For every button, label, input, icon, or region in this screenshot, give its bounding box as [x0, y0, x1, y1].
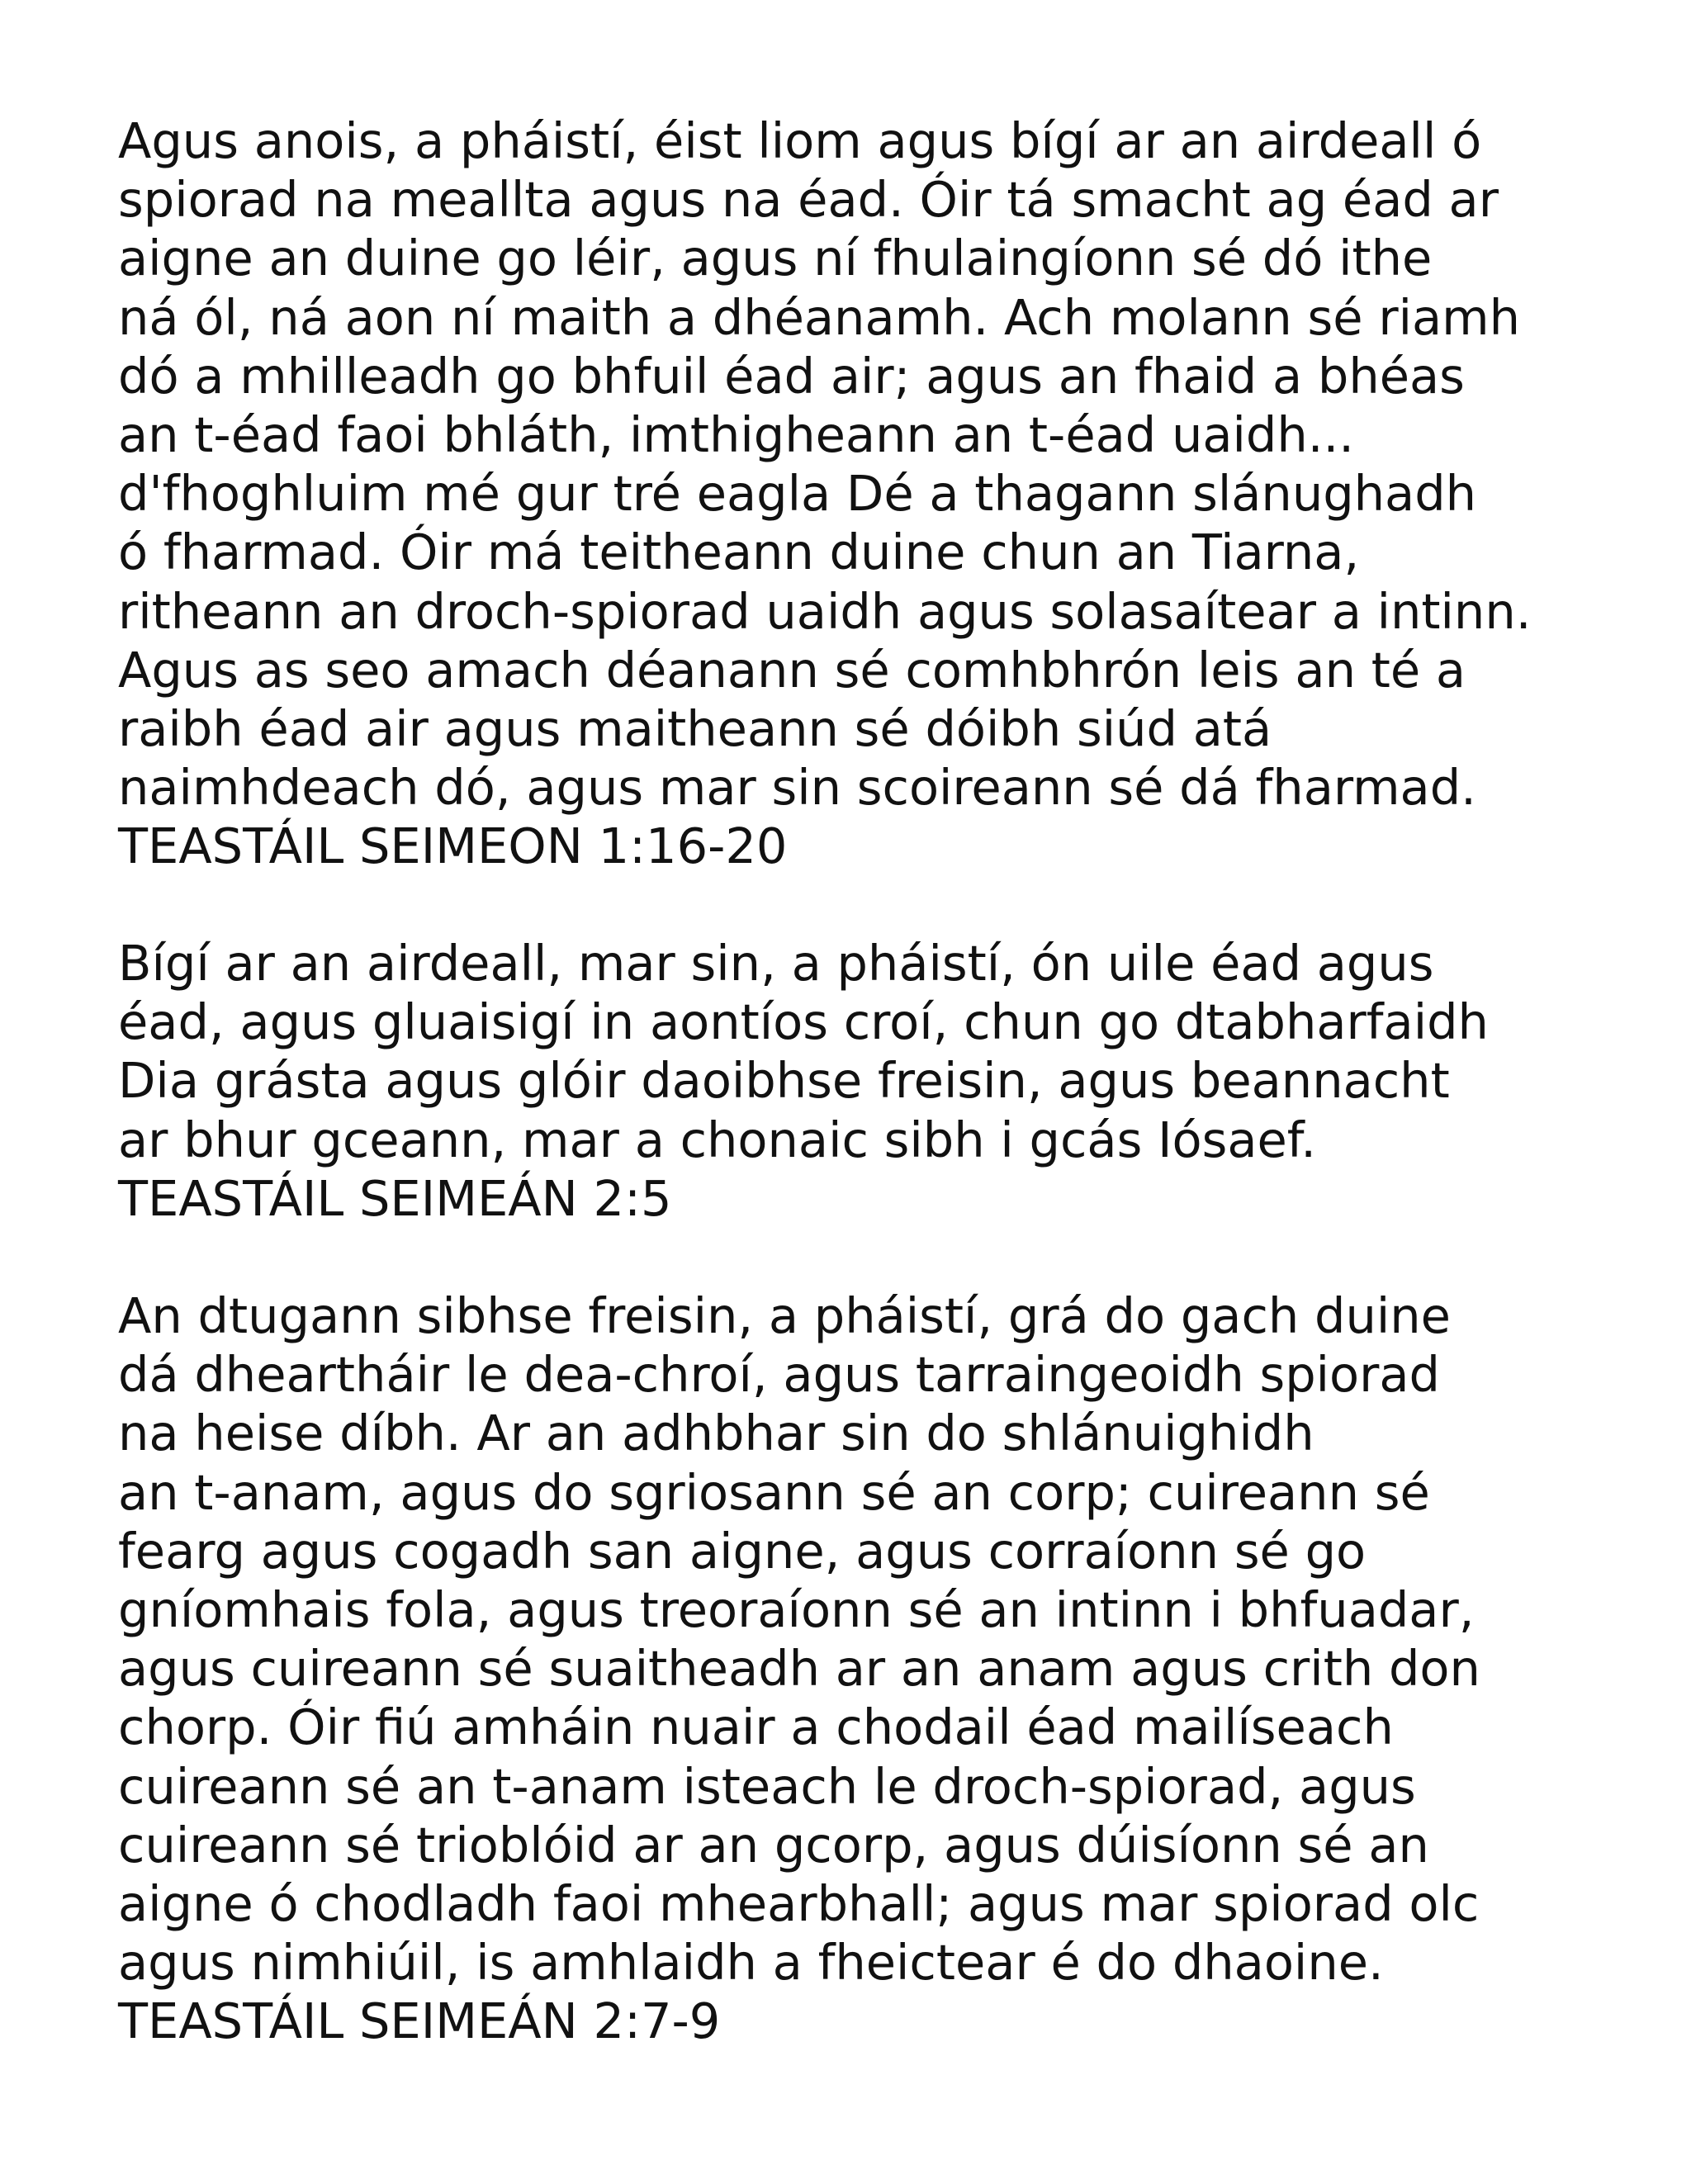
- passage-citation: TEASTÁIL SEIMEÁN 2:7-9: [118, 1992, 721, 2050]
- passage-line: aigne an duine go léir, agus ní fhulaingíonn sé dó ithe: [118, 230, 1433, 287]
- passage-line: fearg agus cogadh san aigne, agus corraíonn sé go: [118, 1522, 1367, 1580]
- passage-line: agus nimhiúil, is amhlaidh a fheictear é do dhaoine.: [118, 1934, 1384, 1992]
- passage-2: [118, 934, 1604, 1228]
- passage-line: ná ól, ná aon ní maith a dhéanamh. Ach molann sé riamh: [118, 288, 1521, 346]
- passage-line: aigne ó chodladh faoi mhearbhall; agus mar spiorad olc: [118, 1874, 1480, 1932]
- passage-line: cuireann sé an t-anam isteach le droch-spiorad, agus: [118, 1757, 1416, 1815]
- passage-line: d'fhoghluim mé gur tré eagla Dé a thagann slánughadh: [118, 465, 1477, 523]
- passage-line: ar bhur gceann, mar a chonaic sibh i gcás Iósaef.: [118, 1111, 1317, 1168]
- passage-line: Agus anois, a pháistí, éist liom agus bígí ar an airdeall ó: [118, 112, 1482, 169]
- passage-line: éad, agus gluaisigí in aontíos croí, chun go dtabharfaidh: [118, 993, 1489, 1051]
- passage-line: na heise díbh. Ar an adhbhar sin do shlánuighidh: [118, 1405, 1314, 1462]
- passage-line: gníomhais fola, agus treoraíonn sé an intinn i bhfuadar,: [118, 1580, 1475, 1638]
- passage-line: dó a mhilleadh go bhfuil éad air; agus an fhaid a bhéas: [118, 347, 1465, 405]
- passage-citation: TEASTÁIL SEIMEÁN 2:5: [118, 1169, 672, 1227]
- passage-line: An dtugann sibhse freisin, a pháistí, grá do gach duine: [118, 1287, 1451, 1344]
- passage-line: Agus as seo amach déanann sé comhbhrón leis an té a: [118, 641, 1466, 699]
- passage-line: spiorad na meallta agus na éad. Óir tá smacht ag éad ar: [118, 171, 1499, 229]
- passage-line: raibh éad air agus maitheann sé dóibh siúd atá: [118, 699, 1272, 757]
- passage-line: naimhdeach dó, agus mar sin scoireann sé dá fharmad.: [118, 759, 1476, 817]
- passage-1: [118, 111, 1604, 875]
- passage-line: Dia grásta agus glóir daoibhse freisin, agus beannacht: [118, 1052, 1450, 1110]
- passage-line: cuireann sé trioblóid ar an gcorp, agus dúisíonn sé an: [118, 1816, 1429, 1874]
- passage-line: an t-anam, agus do sgriosann sé an corp; cuireann sé: [118, 1463, 1430, 1521]
- passage-3: [118, 1286, 1604, 2050]
- passage-line: an t-éad faoi bhláth, imthigheann an t-éad uaidh...: [118, 405, 1355, 463]
- passage-line: Bígí ar an airdeall, mar sin, a pháistí, ón uile éad agus: [118, 935, 1434, 992]
- passage-line: ritheann an droch-spiorad uaidh agus solasaítear a intinn.: [118, 582, 1532, 640]
- passage-line: chorp. Óir fiú amháin nuair a chodail éad mailíseach: [118, 1698, 1394, 1756]
- passage-citation: TEASTÁIL SEIMEON 1:16-20: [118, 817, 788, 875]
- passage-line: ó fharmad. Óir má teitheann duine chun an Tiarna,: [118, 523, 1360, 581]
- passage-line: agus cuireann sé suaitheadh ar an anam agus crith don: [118, 1640, 1480, 1698]
- passage-line: dá dheartháir le dea-chroí, agus tarraingeoidh spiorad: [118, 1346, 1441, 1404]
